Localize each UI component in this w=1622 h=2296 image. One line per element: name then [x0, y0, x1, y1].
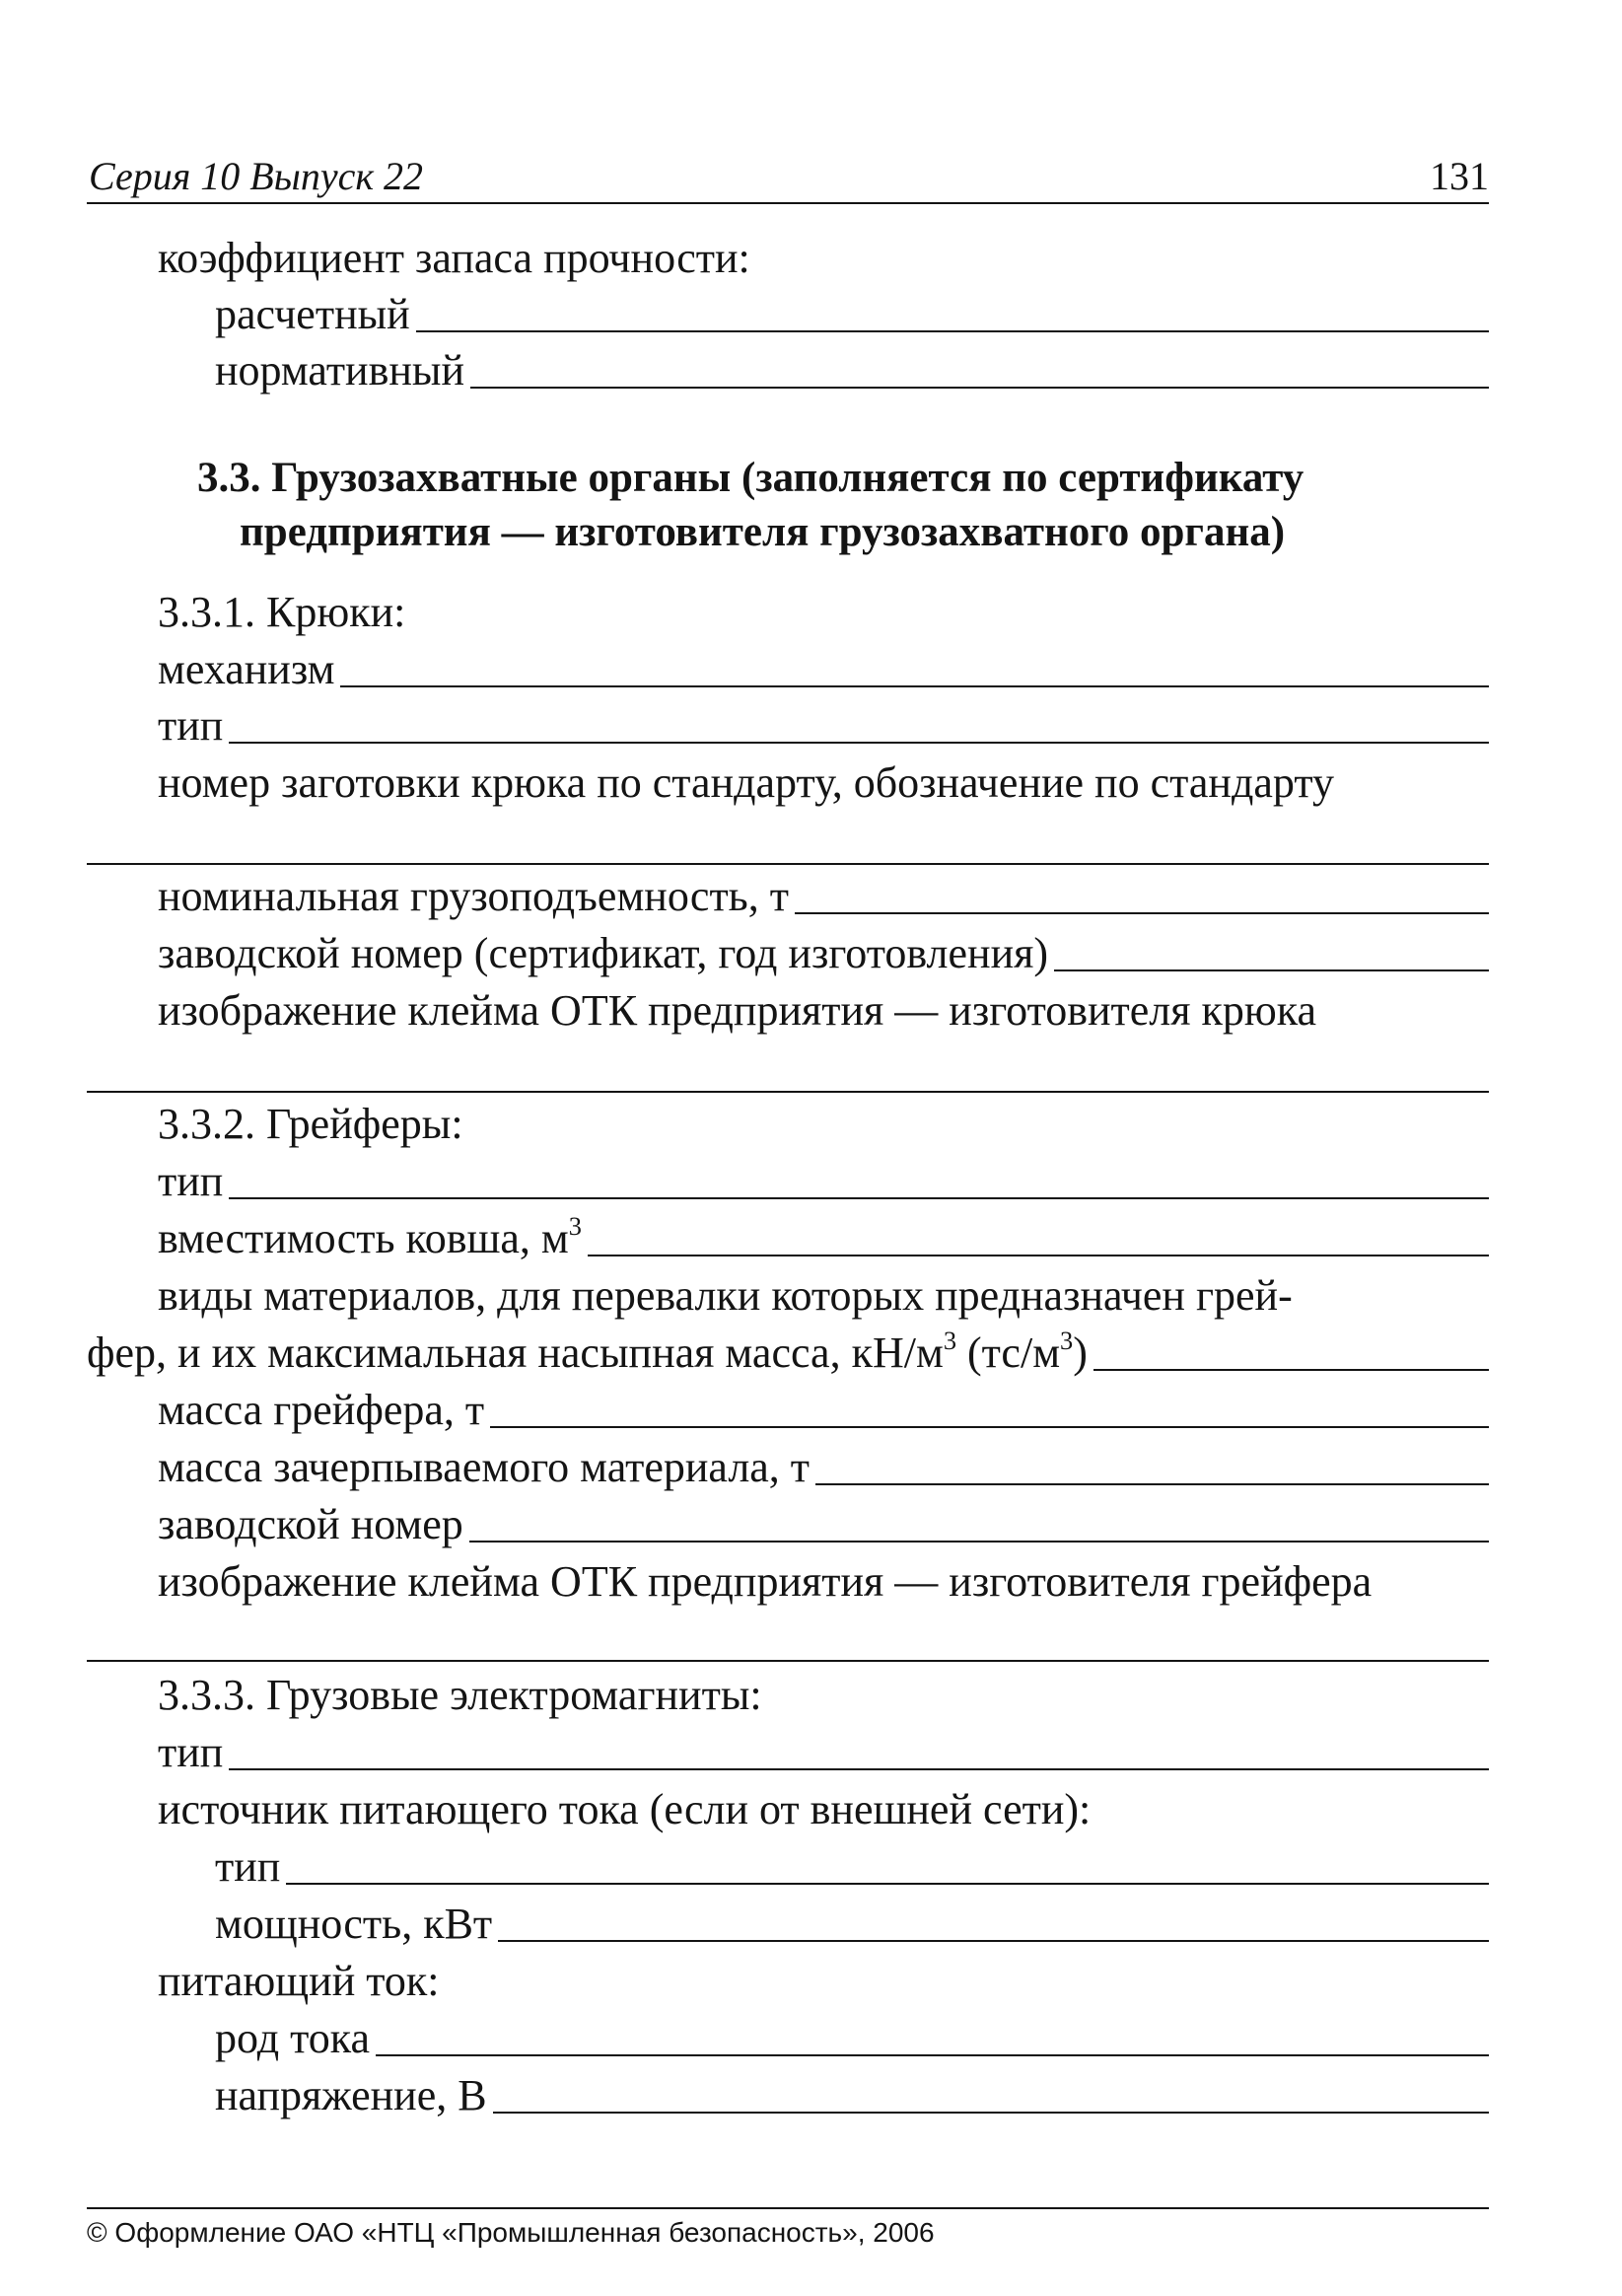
header-rule — [87, 202, 1489, 204]
hook-blank-number-label: номер заготовки крюка по стандарту, обозначение по стандарту — [158, 758, 1334, 807]
voltage-input-line[interactable] — [493, 2112, 1489, 2114]
grab-stamp-label: изображение клейма ОТК предприятия — изготовителя грейфера — [158, 1557, 1373, 1606]
source-type-label: тип — [215, 1842, 281, 1891]
hook-serial-label: заводской номер (сертификат, год изготовления) — [158, 929, 1049, 977]
hook-stamp-label: изображение клейма ОТК предприятия — изготовителя крюка — [158, 986, 1316, 1035]
hook-capacity-label: номинальная грузоподъемность, т — [158, 872, 789, 920]
magnet-type-field — [158, 1727, 1489, 1778]
materials-label-line1: виды материалов, для перевалки которых предназначен грей- — [158, 1271, 1293, 1320]
hook-stamp-input-line[interactable] — [87, 1091, 1489, 1093]
current-kind-label: род тока — [215, 2014, 371, 2062]
scooped-mass-input-line[interactable] — [815, 1483, 1489, 1485]
hook-blank-number-input-line[interactable] — [87, 863, 1489, 865]
grab-mass-label: масса грейфера, т — [158, 1386, 485, 1434]
grab-type-field — [158, 1156, 1489, 1207]
power-source-label: источник питающего тока (если от внешней сети): — [158, 1785, 1092, 1833]
footer-rule — [87, 2207, 1489, 2209]
normative-field — [215, 345, 1489, 396]
materials-label-line2: фер, и их максимальная насыпная масса, $кН/м^3$ $(тс/м^3)$ — [87, 1326, 1088, 1377]
grab-serial-label: заводской номер — [158, 1500, 463, 1548]
normative-input-line[interactable] — [470, 387, 1489, 389]
hook-type-field — [158, 700, 1489, 752]
series-header: Серия 10 Выпуск 22 — [89, 154, 424, 198]
supply-current-label: питающий ток: — [158, 1957, 440, 2005]
magnet-type-label: тип — [158, 1728, 224, 1776]
section-heading-line1: 3.3. Грузозахватные органы (заполняется по сертификату — [197, 455, 1305, 501]
source-type-input-line[interactable] — [286, 1883, 1489, 1885]
grab-serial-input-line[interactable] — [469, 1541, 1489, 1543]
scooped-mass-label: масса зачерпываемого материала, т — [158, 1443, 811, 1491]
bucket-capacity-label: вместимость ковша, $м^3$ — [158, 1211, 582, 1262]
materials-input-line[interactable] — [1093, 1369, 1489, 1371]
materials-field — [87, 1327, 1489, 1379]
hook-type-label: тип — [158, 701, 224, 750]
grab-type-label: тип — [158, 1157, 224, 1205]
grabs-title: 3.3.2. Грейферы: — [158, 1100, 463, 1148]
current-kind-input-line[interactable] — [376, 2054, 1489, 2056]
current-kind-field — [215, 2013, 1489, 2064]
grab-mass-field — [158, 1385, 1489, 1436]
page-number: 131 — [1430, 154, 1489, 198]
bucket-capacity-field — [158, 1213, 1489, 1264]
grab-stamp-input-line[interactable] — [87, 1660, 1489, 1662]
section-heading-line2: предприятия — изготовителя грузозахватного органа) — [240, 509, 1286, 555]
magnets-title: 3.3.3. Грузовые электромагниты: — [158, 1671, 762, 1719]
hook-serial-field — [158, 928, 1489, 979]
hook-capacity-input-line[interactable] — [795, 912, 1489, 914]
hook-serial-input-line[interactable] — [1054, 969, 1489, 971]
grab-mass-input-line[interactable] — [490, 1426, 1489, 1428]
source-power-input-line[interactable] — [498, 1940, 1489, 1942]
voltage-label: напряжение, В — [215, 2071, 487, 2119]
calculated-label: расчетный — [215, 290, 410, 338]
source-type-field — [215, 1841, 1489, 1893]
hook-mechanism-label: механизм — [158, 645, 335, 693]
safety-factor-title: коэффициент запаса прочности: — [158, 234, 750, 282]
calculated-input-line[interactable] — [416, 330, 1489, 332]
magnet-type-input-line[interactable] — [229, 1768, 1489, 1770]
calculated-field — [215, 289, 1489, 340]
hooks-title: 3.3.1. Крюки: — [158, 588, 406, 636]
source-power-label: мощность, кВт — [215, 1900, 493, 1948]
footer-copyright: © Оформление ОАО «НТЦ «Промышленная безопасность», 2006 — [87, 2217, 935, 2248]
scooped-mass-field — [158, 1442, 1489, 1493]
normative-label: нормативный — [215, 346, 465, 395]
grab-type-input-line[interactable] — [229, 1197, 1489, 1199]
hook-type-input-line[interactable] — [229, 742, 1489, 744]
bucket-capacity-input-line[interactable] — [588, 1255, 1489, 1256]
grab-serial-field — [158, 1499, 1489, 1550]
voltage-field — [215, 2070, 1489, 2121]
hook-mechanism-field — [158, 644, 1489, 695]
hook-mechanism-input-line[interactable] — [340, 685, 1489, 687]
hook-capacity-field — [158, 871, 1489, 922]
source-power-field — [215, 1899, 1489, 1950]
